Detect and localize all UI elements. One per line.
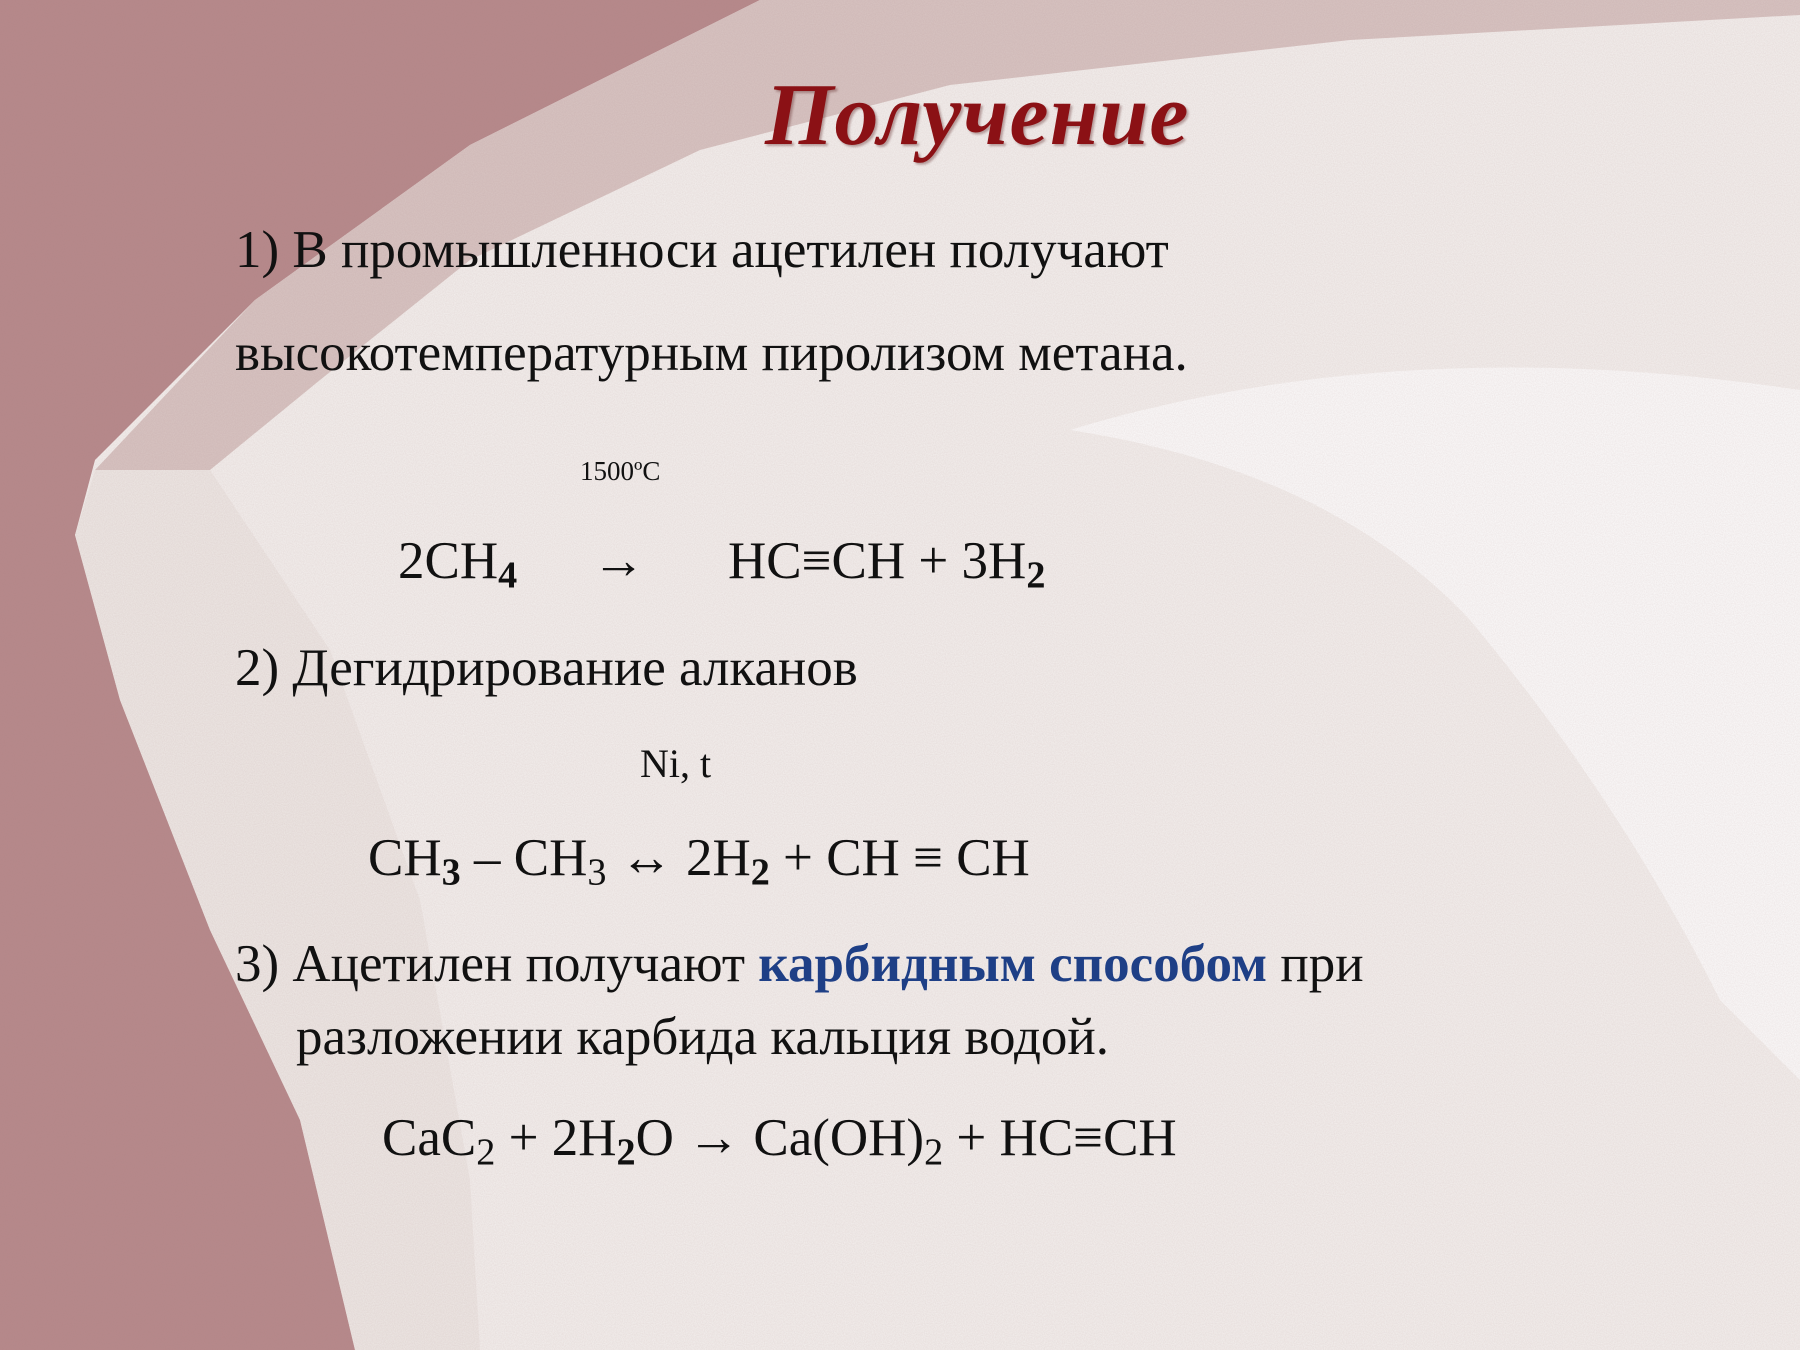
item3-line2: разложении карбида кальция водой. [296, 1008, 1110, 1066]
reaction1-product1: НС≡СН [728, 532, 906, 590]
reaction3 [382, 1109, 1177, 1174]
reaction1-product2-base: Н [988, 532, 1027, 590]
reaction3-r1-base: CaC [382, 1109, 477, 1167]
reaction2-p1-sub: 2 [750, 851, 770, 894]
slide-title: Получение [765, 67, 1190, 164]
reaction3-p1-sub: 2 [924, 1131, 944, 1174]
item3-highlight: карбидным способом [758, 935, 1268, 993]
reaction2-p2: CH ≡ CH [826, 829, 1030, 887]
reaction2-plus: + [769, 829, 827, 887]
reaction3-p2: HC≡CH [999, 1109, 1177, 1167]
reaction1-arrow: → [592, 532, 645, 590]
reaction1-product2-coef: 3 [961, 532, 989, 590]
reaction1-reactant-sub: 4 [498, 554, 518, 597]
reaction2-condition: Ni, t [640, 741, 712, 786]
reaction2-dash: – [460, 829, 514, 887]
reaction3-arrow: → [673, 1109, 754, 1167]
reaction3-r2-coef: 2H [551, 1109, 617, 1167]
item1-line2: высокотемпературным пиролизом метана. [235, 324, 1188, 382]
item3-line1 [235, 935, 1364, 993]
reaction1-reactant-base: СН [424, 532, 499, 590]
item3-line1-start: 3) Ацетилен получают [235, 935, 759, 993]
item3-line1-end: при [1267, 935, 1364, 993]
reaction2-r2-base: CH [513, 829, 588, 887]
reaction2 [368, 829, 1030, 894]
reaction1 [398, 532, 518, 597]
reaction2-r1-sub: 3 [441, 851, 461, 894]
item1-line1: 1) В промышленноси ацетилен получают [235, 221, 1169, 279]
reaction1-plus: + [918, 532, 949, 590]
reaction1-reactant-coef: 2 [398, 532, 425, 590]
reaction3-r2-end: O [635, 1109, 674, 1167]
reaction3-r2-sub: 2 [616, 1131, 636, 1174]
reaction2-arrow: ↔ [606, 829, 686, 887]
item2-line1: 2) Дегидрирование алканов [235, 639, 858, 697]
reaction1-product2-sub: 2 [1026, 554, 1046, 597]
reaction3-p1-base: Ca(OH) [753, 1109, 925, 1167]
reaction1-condition: 1500ºС [580, 456, 661, 486]
reaction2-r1-base: CH [368, 829, 442, 887]
reaction3-r1-sub: 2 [476, 1131, 496, 1174]
reaction3-plus1: + [495, 1109, 552, 1167]
reaction1-products [728, 532, 1046, 597]
reaction3-plus2: + [943, 1109, 1000, 1167]
reaction2-r2-sub: 3 [587, 851, 607, 894]
reaction2-p1-coef: 2H [685, 829, 751, 887]
